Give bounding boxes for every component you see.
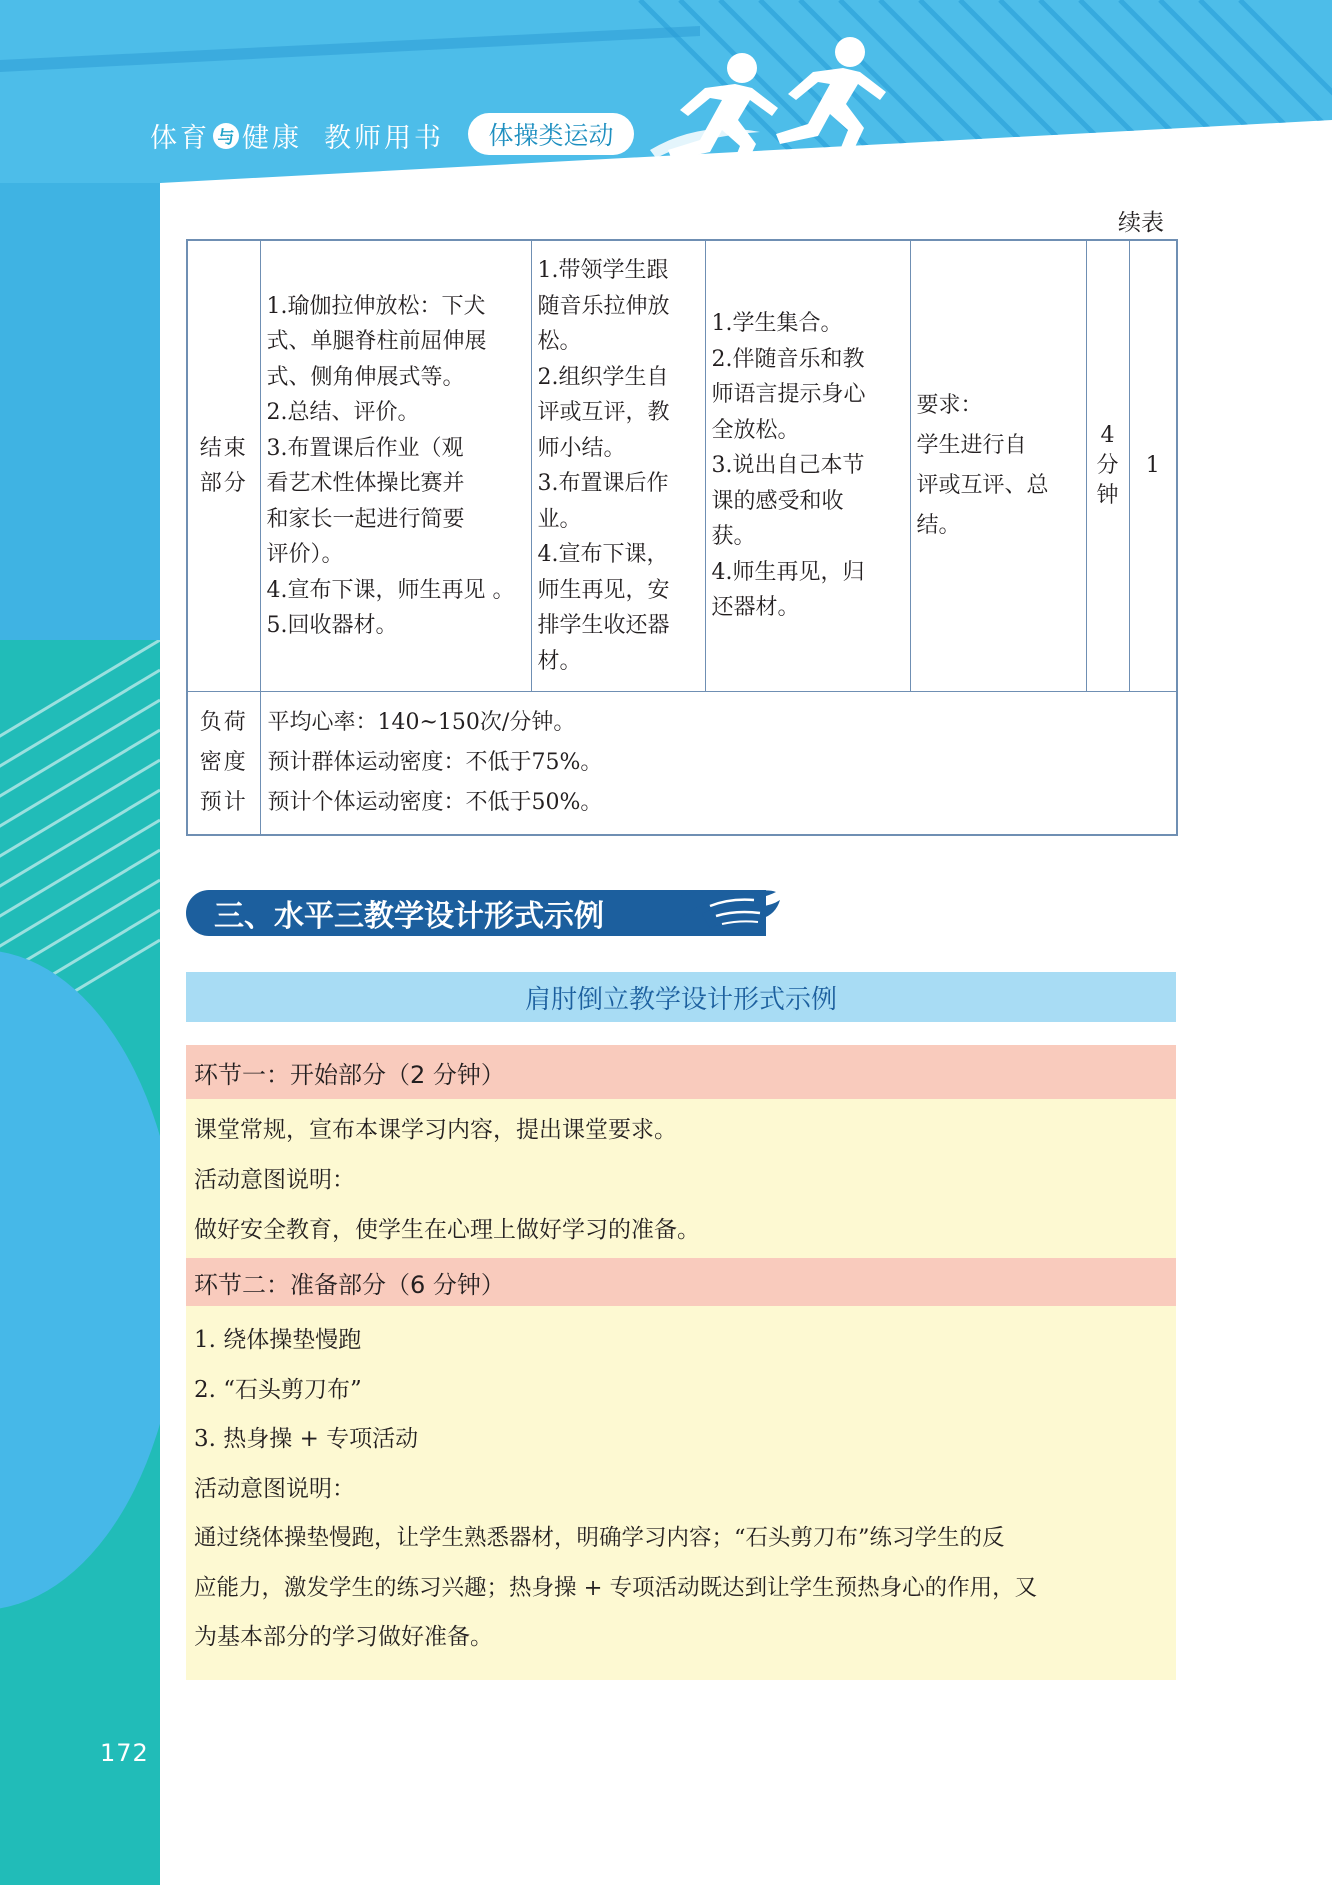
stage2-line: 1. 绕体操垫慢跑 [194,1327,362,1353]
stage2-line: 3. 热身操 + 专项活动 [194,1426,419,1452]
continued-label: 续表 [1118,210,1164,236]
chapter-tag: 体操类运动 [468,113,634,155]
stage2-body [186,1306,1176,1680]
cell-content: 1.瑜伽拉伸放松：下犬 式、单腿脊柱前屈伸展 式、侧角伸展式等。 2.总结、评价。 3.布置课后作业（观 看艺术性体操比赛并 和家长一起进行简要 评价）。 4.宣布下课，师生再见 。 5.回收器材。 [260,240,531,692]
wave-decoration-icon [680,886,780,940]
stage2-line: 通过绕体操垫慢跑，让学生熟悉器材，明确学习内容；“石头剪刀布”练习学生的反 [194,1525,1005,1551]
cell-time: 4 分 钟 [1086,240,1129,692]
stage2-line: 为基本部分的学习做好准备。 [194,1624,493,1650]
stage1-line: 做好安全教育，使学生在心理上做好学习的准备。 [194,1217,700,1243]
table-row-end-section [187,240,1177,692]
cell-load-content: 平均心率：140~150次/分钟。 预计群体运动密度：不低于75%。 预计个体运动密度：不低于50%。 [260,692,1177,836]
stage2-line: 活动意图说明： [194,1475,355,1502]
cell-requirement: 要求： 学生进行自 评或互评、总 结。 [910,240,1086,692]
stage1-heading: 环节一：开始部分（2 分钟） [186,1045,1176,1099]
stage1-line: 活动意图说明： [194,1167,355,1193]
table-row-load [187,692,1177,836]
section-heading: 三、水平三教学设计形式示例 [186,890,766,936]
stage2-heading: 环节二：准备部分（6 分钟） [186,1258,1176,1306]
book-title [150,116,444,155]
book-title-part3: 教师用书 [324,123,444,154]
cell-load-category: 负荷 密度 预计 [187,692,260,836]
stage2-line: 应能力，激发学生的练习兴趣；热身操 + 专项活动既达到让学生预热身心的作用，又 [194,1574,1038,1601]
cell-category: 结束 部分 [187,240,260,692]
stage1-body [186,1099,1176,1258]
book-title-connector: 与 [213,123,239,149]
cell-count: 1 [1129,240,1177,692]
design-title: 肩肘倒立教学设计形式示例 [186,972,1176,1022]
cell-teacher-activity: 1.带领学生跟 随音乐拉伸放 松。 2.组织学生自 评或互评，教 师小结。 3.布置课后作 业。 4.宣布下课， 师生再见，安 排学生收还器 材。 [531,240,705,692]
book-title-part1: 体育 [150,123,210,154]
stage2-line: 2. “石头剪刀布” [194,1376,362,1403]
lesson-plan-table [186,239,1178,836]
stage1-line: 课堂常规，宣布本课学习内容，提出课堂要求。 [194,1117,677,1143]
cell-student-activity: 1.学生集合。 2.伴随音乐和教 师语言提示身心 全放松。 3.说出自己本节 课的感受和收 获。 4.师生再见，归 还器材。 [705,240,910,692]
book-title-part2: 健康 [242,123,302,154]
page-number: 172 [100,1739,149,1767]
